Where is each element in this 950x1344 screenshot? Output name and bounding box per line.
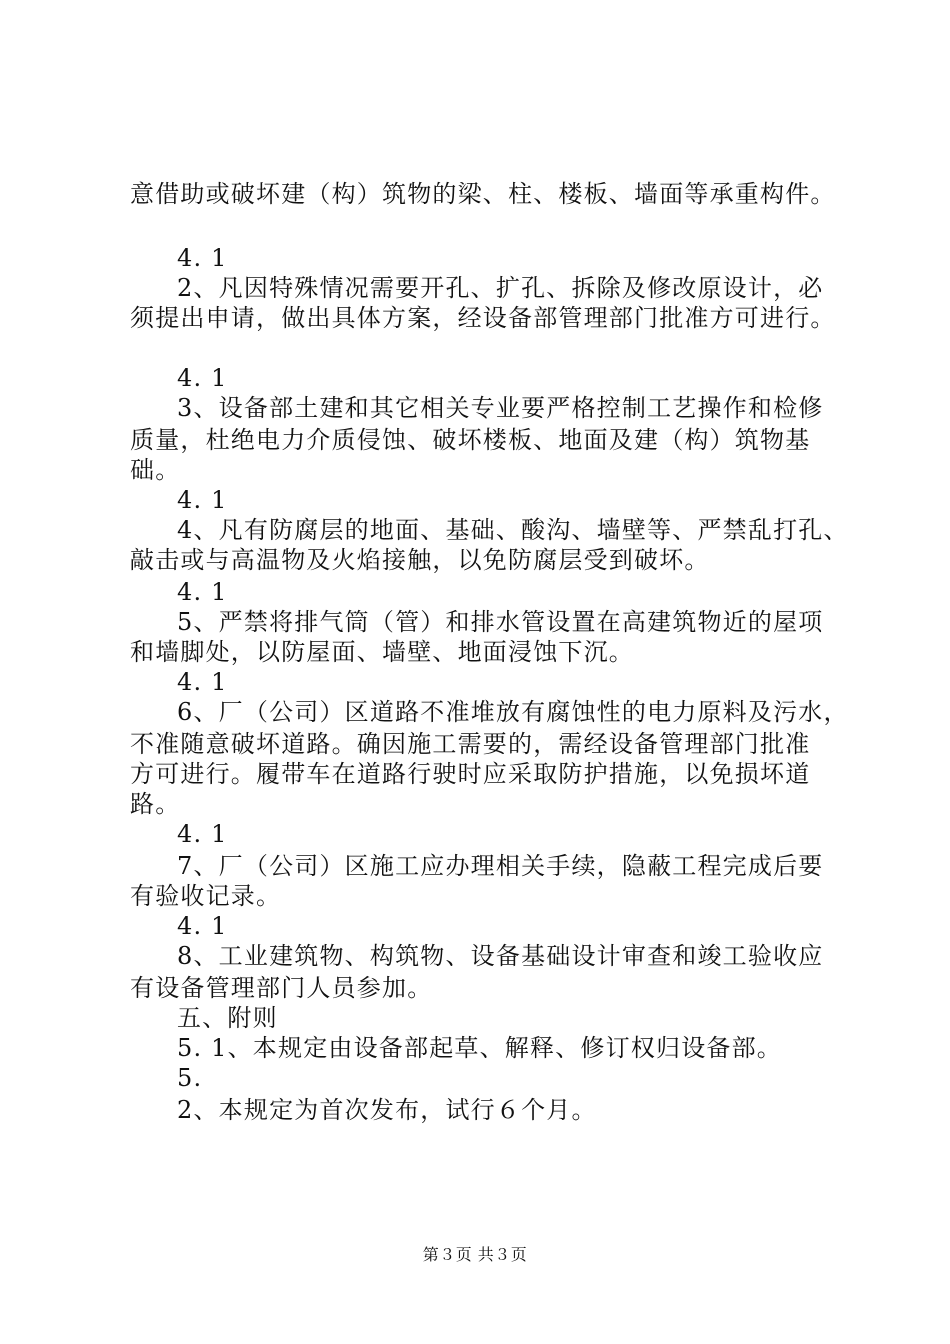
section-number-4-1: 4. 1 [177, 912, 228, 940]
text-line-7: 4、凡有防腐层的地面、基础、酸沟、墙壁等、严禁乱打孔、 [177, 516, 849, 544]
text-line-17: 8、工业建筑物、构筑物、设备基础设计审查和竣工验收应 [177, 942, 824, 970]
text-line-6: 础。 [130, 456, 181, 484]
text-line-19: 5. 1、本规定由设备部起草、解释、修订权归设备部。 [177, 1034, 782, 1062]
text-line-11: 6、厂（公司）区道路不准堆放有腐蚀性的电力原料及污水， [177, 698, 849, 726]
section-heading-appendix: 五、附则 [177, 1004, 278, 1032]
section-number-4-1: 4. 1 [177, 244, 228, 272]
section-number-5: 5. [177, 1064, 203, 1092]
page-footer: 第３页 共３页 [422, 1245, 528, 1264]
text-line-10: 和墙脚处，以防屋面、墙壁、地面浸蚀下沉。 [130, 638, 634, 666]
text-line-14: 路。 [130, 790, 181, 818]
text-line-12: 不准随意破坏道路。确因施工需要的，需经设备管理部门批准 [130, 730, 811, 758]
text-line-18: 有设备管理部门人员参加。 [130, 974, 433, 1002]
text-line-2: 2、凡因特殊情况需要开孔、扩孔、拆除及修改原设计，必 [177, 274, 824, 302]
text-line-3: 须提出申请，做出具体方案，经设备部管理部门批准方可进行。 [130, 304, 836, 332]
text-line-5: 质量，杜绝电力介质侵蚀、破坏楼板、地面及建（构）筑物基 [130, 426, 811, 454]
text-line-8: 敲击或与高温物及火焰接触，以免防腐层受到破坏。 [130, 546, 710, 574]
text-line-15: 7、厂（公司）区施工应办理相关手续，隐蔽工程完成后要 [177, 852, 824, 880]
text-line-16: 有验收记录。 [130, 882, 282, 910]
text-line-9: 5、严禁将排气筒（管）和排水管设置在高建筑物近的屋项 [177, 608, 824, 636]
text-line-13: 方可进行。履带车在道路行驶时应采取防护措施，以免损坏道 [130, 760, 811, 788]
text-line-4: 3、设备部土建和其它相关专业要严格控制工艺操作和检修 [177, 394, 824, 422]
section-number-4-1: 4. 1 [177, 820, 228, 848]
text-line-20: 2、本规定为首次发布，试行６个月。 [177, 1096, 597, 1124]
text-line-1: 意借助或破坏建（构）筑物的梁、柱、楼板、墙面等承重构件。 [130, 180, 836, 208]
section-number-4-1: 4. 1 [177, 668, 228, 696]
section-number-4-1: 4. 1 [177, 486, 228, 514]
section-number-4-1: 4. 1 [177, 578, 228, 606]
section-number-4-1: 4. 1 [177, 364, 228, 392]
